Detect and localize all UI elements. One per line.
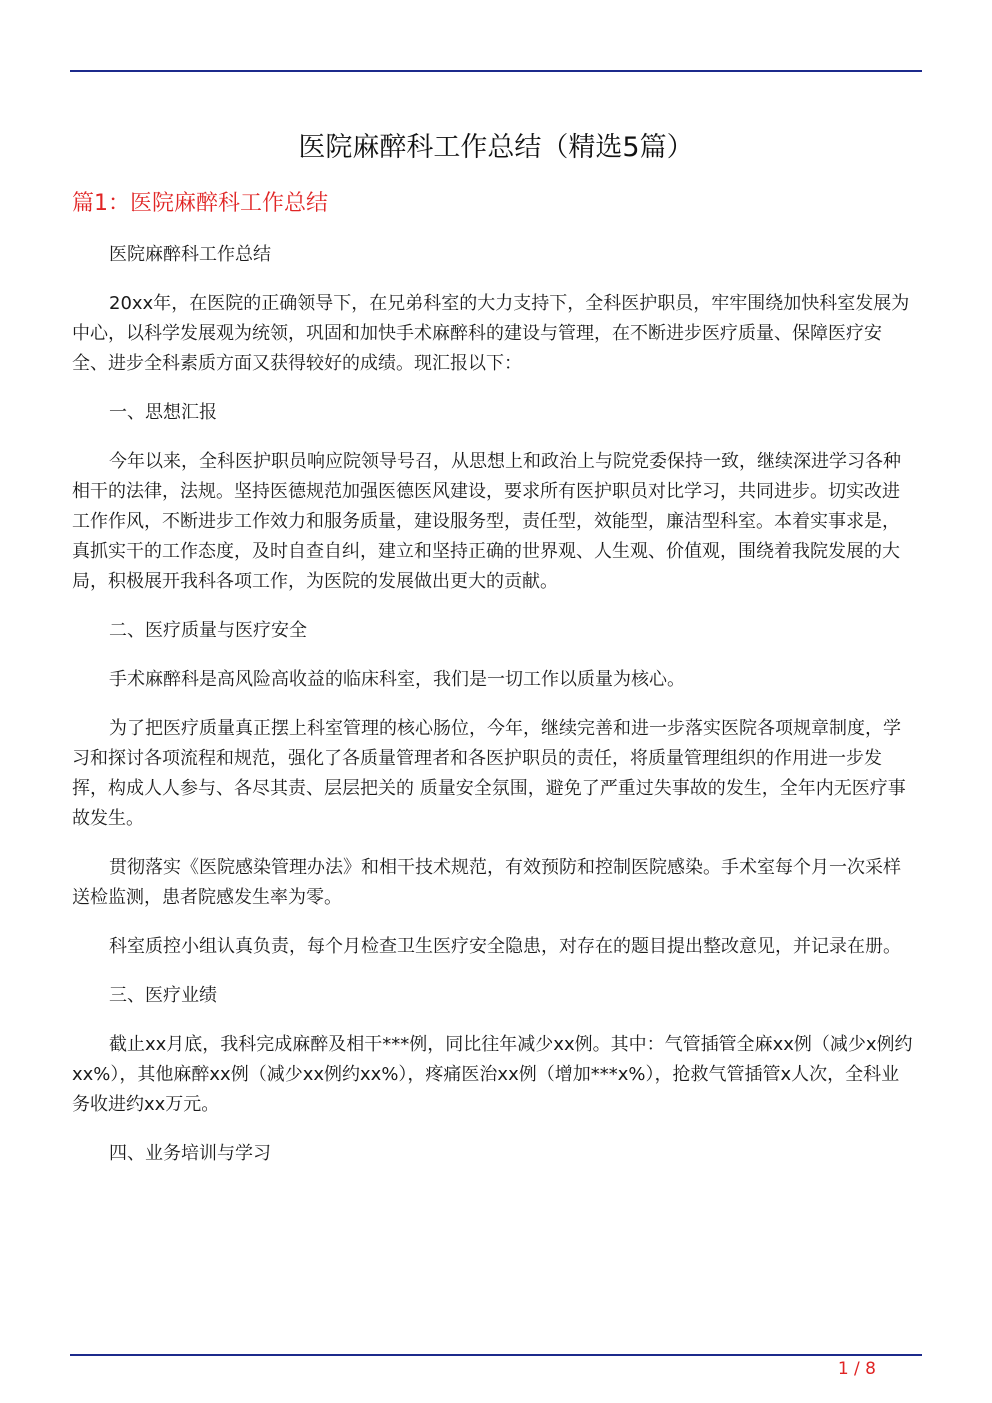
paragraph: 20xx年，在医院的正确领导下，在兄弟科室的大力支持下，全科医护职员，牢牢围绕加快科室发展为中心，以科学发展观为统领，巩固和加快手术麻醉科的建设与管理，在不断进步医疗质量、保障医疗安全、进步全科素质方面又获得较好的成绩。现汇报以下： xyxy=(72,293,910,374)
subheading-ideology: 一、思想汇报 xyxy=(109,402,217,423)
subheading-performance: 三、医疗业绩 xyxy=(109,985,217,1006)
header-rule xyxy=(70,70,922,72)
paragraph: 手术麻醉科是高风险高收益的临床科室，我们是一切工作以质量为核心。 xyxy=(109,669,685,690)
document-body xyxy=(72,240,914,1188)
paragraph: 贯彻落实《医院感染管理办法》和相干技术规范，有效预防和控制医院感染。手术室每个月一次采样送检监测，患者院感发生率为零。 xyxy=(72,857,901,908)
paragraph: 今年以来，全科医护职员响应院领导号召，从思想上和政治上与院党委保持一致，继续深进学习各种相干的法律，法规。坚持医德规范加强医德医风建设，要求所有医护职员对比学习，共同进步。切实改进工作作风，不断进步工作效力和服务质量，建设服务型，责任型，效能型，廉洁型科室。本着实事求是，真抓实干的工作态度，及时自查自纠，建立和坚持正确的世界观、人生观、价值观，围绕着我院发展的大局，积极展开我科各项工作，为医院的发展做出更大的贡献。 xyxy=(72,451,901,592)
paragraph: 科室质控小组认真负责，每个月检查卫生医疗安全隐患，对存在的题目提出整改意见，并记录在册。 xyxy=(109,936,901,957)
footer-rule xyxy=(70,1354,922,1356)
paragraph: 截止xx月底，我科完成麻醉及相干***例，同比往年减少xx例。其中：气管插管全麻xx例（减少x例约xx%），其他麻醉xx例（减少xx例约xx%），疼痛医治xx例（增加***x%），抢救气管插管x人次，全科业务收进约xx万元。 xyxy=(72,1034,913,1115)
paragraph-subtitle: 医院麻醉科工作总结 xyxy=(109,244,271,265)
section-heading: 篇1：医院麻醉科工作总结 xyxy=(72,191,328,216)
paragraph: 为了把医疗质量真正摆上科室管理的核心肠位，今年，继续完善和进一步落实医院各项规章制度，学习和探讨各项流程和规范，强化了各质量管理者和各医护职员的责任，将质量管理组织的作用进一步发挥，构成人人参与、各尽其责、层层把关的 质量安全氛围，避免了严重过失事故的发生，全年内无医疗事故发生。 xyxy=(72,718,906,829)
subheading-quality-safety: 二、医疗质量与医疗安全 xyxy=(109,620,307,641)
subheading-training: 四、业务培训与学习 xyxy=(109,1143,271,1164)
document-title: 医院麻醉科工作总结（精选5篇） xyxy=(298,132,694,163)
page-number: 1 / 8 xyxy=(837,1359,876,1379)
